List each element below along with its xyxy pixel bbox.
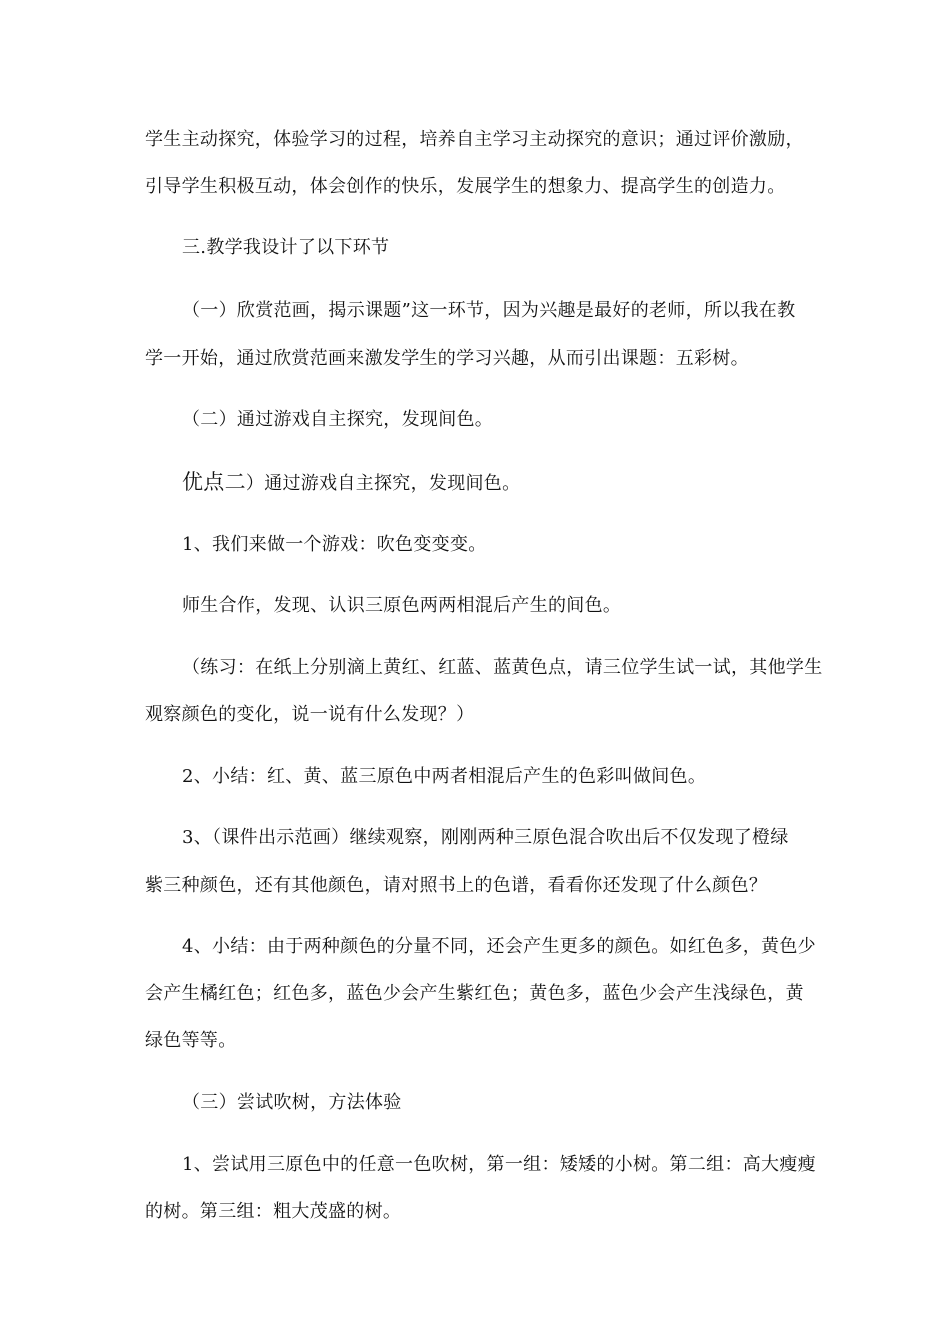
text-fragment: ）通过游戏自主探究，发现间色。 xyxy=(245,473,521,494)
subsection-heading: （二）通过游戏自主探究，发现间色。 xyxy=(182,409,494,430)
paragraph-line: 绿色等等。 xyxy=(145,1030,237,1051)
paragraph-line: 学生主动探究，体验学习的过程，培养自主学习主动探究的意识；通过评价激励， xyxy=(145,129,804,150)
section-heading: 三.教学我设计了以下环节 xyxy=(182,237,390,258)
subsection-heading: （三）尝试吹树，方法体验 xyxy=(182,1092,402,1113)
paragraph-line: 会产生橘红色；红色多，蓝色少会产生紫红色；黄色多，蓝色少会产生浅绿色，黄 xyxy=(145,983,804,1004)
large-text-fragment: 优点二 xyxy=(182,470,246,494)
paragraph-line: 2、小结：红、黄、蓝三原色中两者相混后产生的色彩叫做间色。 xyxy=(182,766,707,787)
paragraph-line: 1、我们来做一个游戏：吹色变变变。 xyxy=(182,534,487,555)
paragraph-line: （练习：在纸上分别滴上黄红、红蓝、蓝黄色点，请三位学生试一试，其他学生 xyxy=(182,657,823,678)
paragraph-line: 学一开始，通过欣赏范画来激发学生的学习兴趣，从而引出课题：五彩树。 xyxy=(145,348,749,369)
paragraph-line: 引导学生积极互动，体会创作的快乐，发展学生的想象力、提高学生的创造力。 xyxy=(145,176,786,197)
paragraph-line: 师生合作，发现、认识三原色两两相混后产生的间色。 xyxy=(182,595,622,616)
paragraph-line: 的树。第三组：粗大茂盛的树。 xyxy=(145,1201,402,1222)
paragraph-line: （一）欣赏范画，揭示课题”这一环节，因为兴趣是最好的老师，所以我在教 xyxy=(182,300,796,321)
paragraph-line: 4、小结：由于两种颜色的分量不同，还会产生更多的颜色。如红色多，黄色少 xyxy=(182,936,816,957)
paragraph-line: 观察颜色的变化，说一说有什么发现？） xyxy=(145,704,475,725)
paragraph-line: 1、尝试用三原色中的任意一色吹树，第一组：矮矮的小树。第二组：高大瘦瘦 xyxy=(182,1154,816,1175)
mixed-font-line xyxy=(182,466,520,496)
paragraph-line: 3、（课件出示范画）继续观察，刚刚两种三原色混合吹出后不仅发现了橙绿 xyxy=(182,827,789,848)
paragraph-line: 紫三种颜色，还有其他颜色，请对照书上的色谱，看看你还发现了什么颜色？ xyxy=(145,875,768,896)
